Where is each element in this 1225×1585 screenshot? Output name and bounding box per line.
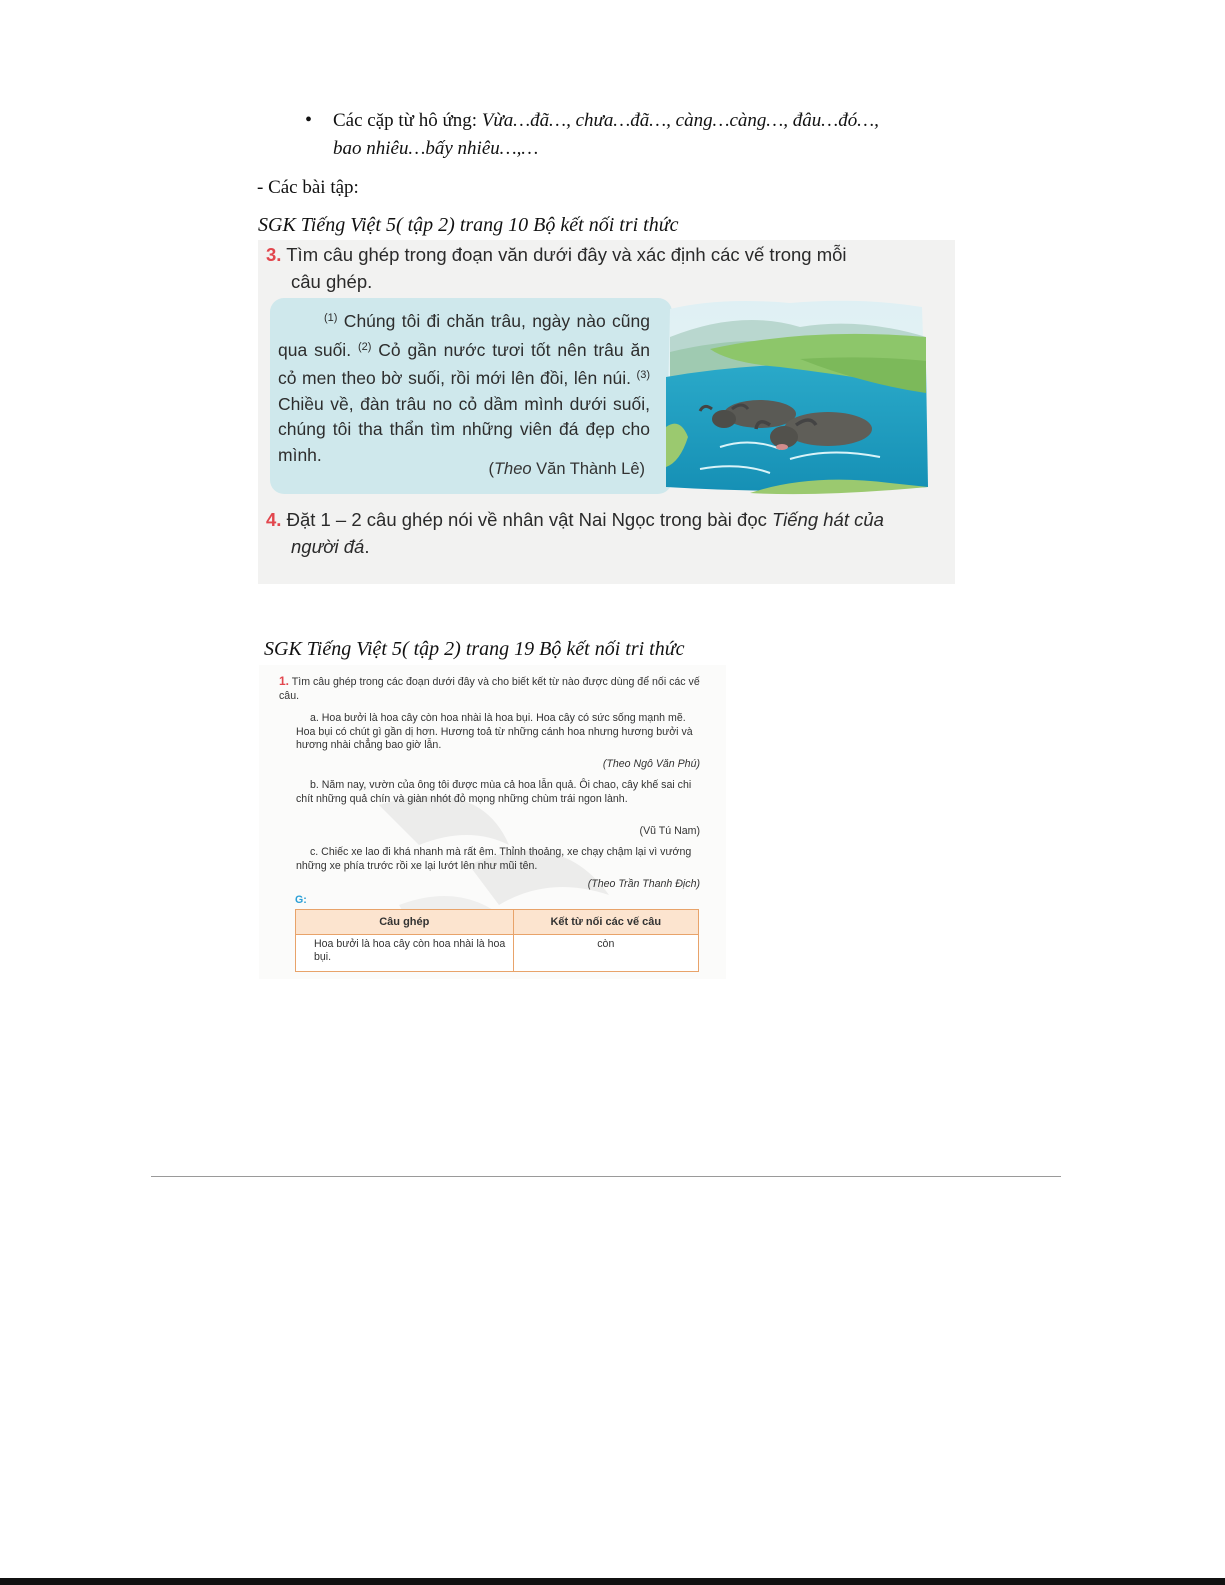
sentence-2-marker: (2): [357, 340, 372, 353]
question-4: [266, 506, 936, 560]
paragraph-b: b. Năm nay, vườn của ông tôi được mùa cả hoa lẫn quả. Ôi chao, cây khế sai chi chít những quả chín và giàn nhót đỏ mọng những chùm trái ngon lành.: [296, 779, 692, 805]
question-1-text: Tìm câu ghép trong các đoạn dưới đây và cho biết kết từ nào được dùng để nối các vế câu.: [279, 676, 700, 702]
paragraph-b-source: (Vũ Tú Nam): [639, 825, 700, 837]
sentence-1: Chúng tôi đi chăn trâu, ngày nào cũng qua suối.: [278, 311, 650, 360]
answer-table: [295, 909, 699, 972]
exercises-heading: - Các bài tập:: [257, 177, 359, 198]
header-ket-tu: Kết từ nối các vế câu: [513, 910, 698, 935]
bullet-marker: •: [305, 109, 313, 131]
header-cau-ghep: Câu ghép: [296, 910, 514, 935]
question-4-number: 4.: [266, 509, 282, 530]
question-4-line1: Đặt 1 – 2 câu ghép nói về nhân vật Nai Ngọc trong bài đọc: [286, 509, 773, 530]
sentence-2: Cỏ gần nước tươi tốt nên trâu ăn cỏ men theo bờ suối, rồi mới lên đồi, lên núi.: [278, 339, 650, 389]
question-4-period: .: [364, 536, 370, 557]
exercise-image-page-19: [259, 665, 726, 979]
bullet-label: Các cặp từ hô ứng:: [333, 110, 482, 131]
paragraph-c: c. Chiếc xe lao đi khá nhanh mà rất êm. Thỉnh thoảng, xe chạy chậm lại vì vướng những xe phía trước rồi xe lại lướt lên như mũi tên.: [296, 846, 692, 872]
question-3-line1: Tìm câu ghép trong đoạn văn dưới đây và xác định các vế trong mỗi: [286, 244, 847, 265]
paragraph-c-source: (Theo Trần Thanh Địch): [587, 878, 700, 890]
exercise-image-page-10: [258, 240, 955, 584]
buffalo-river-illustration: [660, 297, 932, 495]
source-theo: Theo: [493, 460, 532, 478]
sentence-3-marker: (3): [636, 369, 650, 382]
passage-source: [488, 460, 645, 479]
question-4-title-a: Tiếng hát của: [772, 509, 884, 530]
source-paren: (: [488, 460, 494, 478]
question-4-title-b: người đá: [291, 536, 365, 557]
answer-table-header: [296, 910, 699, 935]
bullet-pairs-line1: Vừa…đã…, chưa…đã…, càng…càng…, đâu…đó…,: [481, 110, 879, 131]
page-bottom-edge: [0, 1578, 1225, 1585]
question-3-line2: câu ghép.: [291, 271, 373, 292]
question-3: [266, 241, 936, 295]
passage-text: [278, 306, 650, 469]
sentence-1-marker: (1): [324, 312, 338, 324]
answer-label: G:: [295, 894, 307, 906]
cell-cau-ghep: Hoa bưởi là hoa cây còn hoa nhài là hoa bụi.: [296, 935, 514, 972]
paragraph-a-source: (Theo Ngô Văn Phú): [602, 758, 700, 770]
source-author: Văn Thành Lê): [531, 460, 645, 478]
paragraph-a: a. Hoa bưởi là hoa cây còn hoa nhài là hoa bụi. Hoa cây có sức sống mạnh mẽ. Hoa bụi có chút gì gần dị hơn. Hương toả từ những cánh hoa nhưng hương bưởi và hương nhài chẳng bao giờ lẫn.: [296, 712, 693, 752]
caption-page-19: SGK Tiếng Việt 5( tập 2) trang 19 Bộ kết nối tri thức: [264, 638, 685, 660]
bullet-pairs-line2: bao nhiêu…bấy nhiêu…,…: [333, 138, 539, 159]
question-1-number: 1.: [279, 674, 290, 688]
caption-page-10: SGK Tiếng Việt 5( tập 2) trang 10 Bộ kết nối tri thức: [258, 214, 679, 236]
cell-ket-tu: còn: [513, 935, 698, 972]
sentence-3: Chiều về, đàn trâu no cỏ dầm mình dưới suối, chúng tôi tha thẩn tìm những viên đá đẹp cho mình.: [278, 393, 650, 465]
question-1: [279, 675, 701, 703]
question-3-number: 3.: [266, 244, 282, 265]
table-row: [296, 935, 699, 972]
horizontal-rule: [151, 1176, 1061, 1177]
bullet-text-line1: [333, 110, 879, 132]
